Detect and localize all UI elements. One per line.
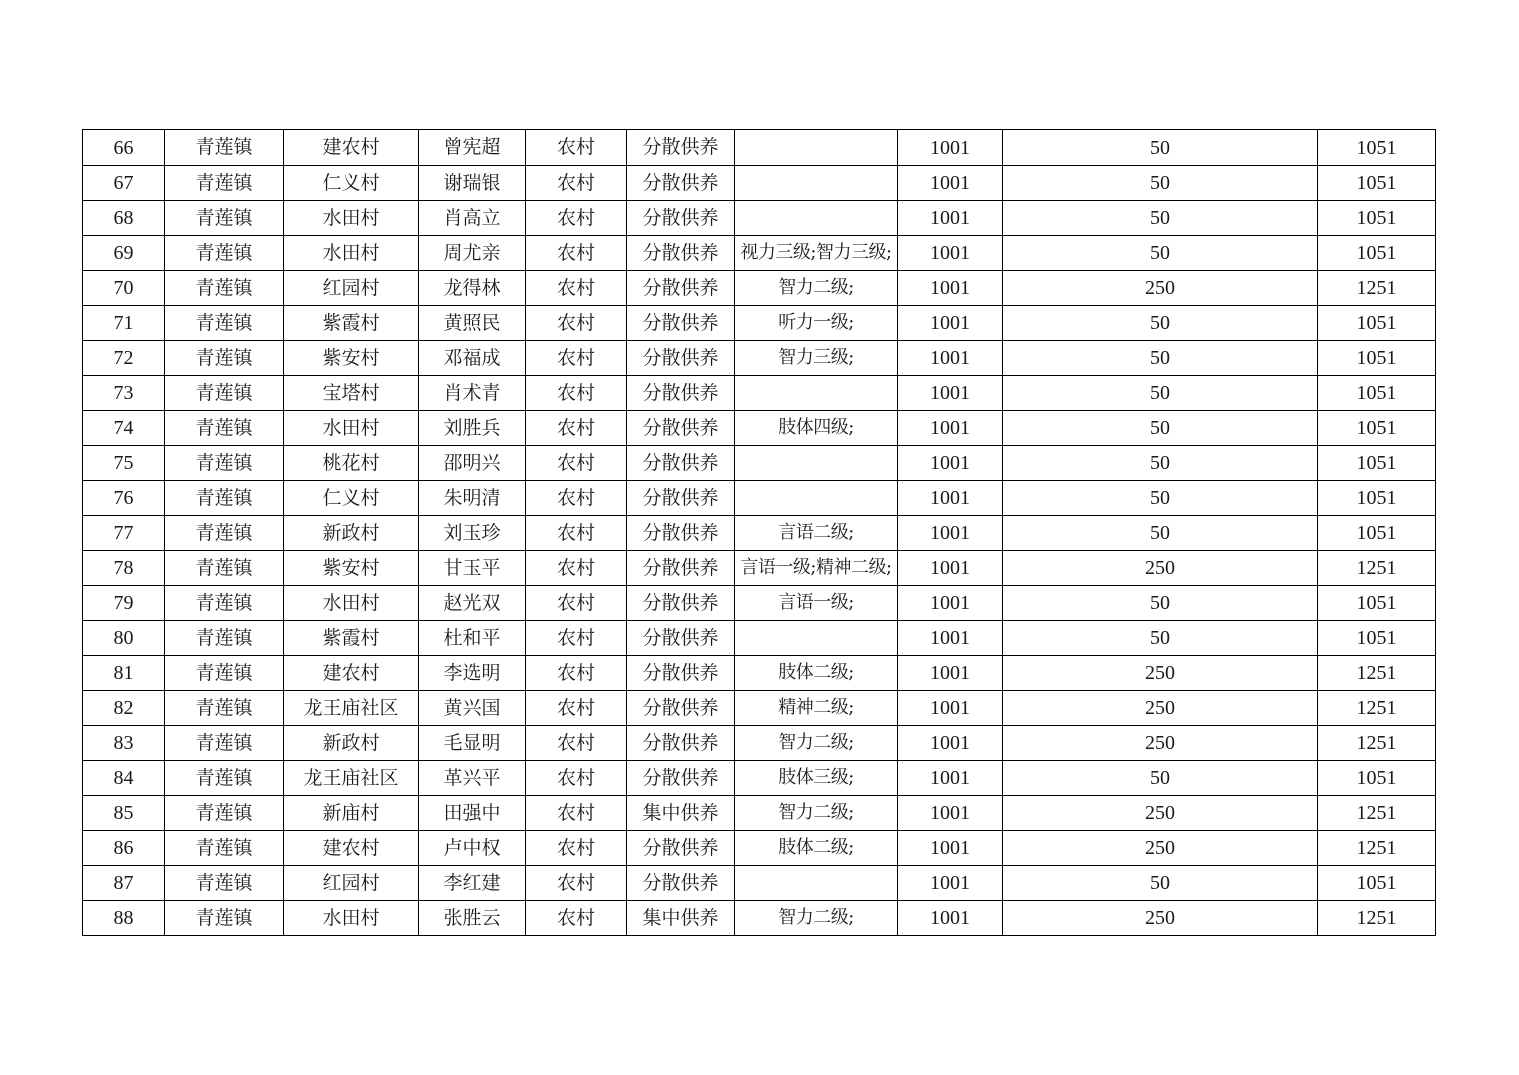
person-name-cell: 肖术青: [419, 376, 526, 411]
village-cell: 桃花村: [284, 446, 419, 481]
village-cell: 水田村: [284, 236, 419, 271]
town-cell: 青莲镇: [165, 866, 284, 901]
table-row: [83, 306, 1436, 341]
town-cell: 青莲镇: [165, 586, 284, 621]
support-type-cell: 分散供养: [627, 446, 735, 481]
table-row: [83, 516, 1436, 551]
row-number-cell: 70: [83, 271, 165, 306]
total-amount-cell: 1251: [1318, 551, 1436, 586]
disability-cell: [735, 621, 898, 656]
residence-type-cell: 农村: [526, 271, 627, 306]
row-number-cell: 67: [83, 166, 165, 201]
village-cell: 紫安村: [284, 551, 419, 586]
residence-type-cell: 农村: [526, 691, 627, 726]
base-amount-cell: 1001: [898, 130, 1003, 166]
total-amount-cell: 1051: [1318, 866, 1436, 901]
disability-cell: 智力二级;: [735, 271, 898, 306]
residence-type-cell: 农村: [526, 866, 627, 901]
disability-cell: 肢体二级;: [735, 831, 898, 866]
person-name-cell: 赵光双: [419, 586, 526, 621]
village-cell: 龙王庙社区: [284, 761, 419, 796]
person-name-cell: 黄照民: [419, 306, 526, 341]
row-number-cell: 73: [83, 376, 165, 411]
person-name-cell: 李红建: [419, 866, 526, 901]
subsidy-amount-cell: 50: [1003, 761, 1318, 796]
village-cell: 红园村: [284, 271, 419, 306]
village-cell: 建农村: [284, 130, 419, 166]
disability-cell: [735, 376, 898, 411]
total-amount-cell: 1251: [1318, 271, 1436, 306]
town-cell: 青莲镇: [165, 691, 284, 726]
base-amount-cell: 1001: [898, 306, 1003, 341]
table-row: [83, 481, 1436, 516]
table-row: [83, 656, 1436, 691]
subsidy-amount-cell: 250: [1003, 796, 1318, 831]
table-body: [83, 130, 1436, 936]
village-cell: 红园村: [284, 866, 419, 901]
subsidy-amount-cell: 250: [1003, 901, 1318, 936]
disability-cell: 言语一级;精神二级;: [735, 551, 898, 586]
disability-cell: 视力三级;智力三级;: [735, 236, 898, 271]
disability-cell: 听力一级;: [735, 306, 898, 341]
subsidy-amount-cell: 50: [1003, 201, 1318, 236]
total-amount-cell: 1051: [1318, 411, 1436, 446]
person-name-cell: 李选明: [419, 656, 526, 691]
person-name-cell: 黄兴国: [419, 691, 526, 726]
table-row: [83, 271, 1436, 306]
data-sheet: [82, 129, 1435, 936]
total-amount-cell: 1051: [1318, 306, 1436, 341]
row-number-cell: 78: [83, 551, 165, 586]
support-type-cell: 分散供养: [627, 130, 735, 166]
disability-cell: [735, 866, 898, 901]
row-number-cell: 68: [83, 201, 165, 236]
disability-cell: 肢体四级;: [735, 411, 898, 446]
total-amount-cell: 1051: [1318, 761, 1436, 796]
residence-type-cell: 农村: [526, 796, 627, 831]
support-type-cell: 集中供养: [627, 796, 735, 831]
total-amount-cell: 1251: [1318, 901, 1436, 936]
row-number-cell: 76: [83, 481, 165, 516]
residence-type-cell: 农村: [526, 446, 627, 481]
base-amount-cell: 1001: [898, 656, 1003, 691]
subsidy-amount-cell: 50: [1003, 376, 1318, 411]
base-amount-cell: 1001: [898, 831, 1003, 866]
town-cell: 青莲镇: [165, 446, 284, 481]
total-amount-cell: 1251: [1318, 796, 1436, 831]
base-amount-cell: 1001: [898, 166, 1003, 201]
town-cell: 青莲镇: [165, 271, 284, 306]
village-cell: 新庙村: [284, 796, 419, 831]
base-amount-cell: 1001: [898, 201, 1003, 236]
disability-cell: [735, 481, 898, 516]
town-cell: 青莲镇: [165, 130, 284, 166]
base-amount-cell: 1001: [898, 411, 1003, 446]
row-number-cell: 71: [83, 306, 165, 341]
support-type-cell: 分散供养: [627, 866, 735, 901]
disability-cell: 肢体三级;: [735, 761, 898, 796]
residence-type-cell: 农村: [526, 376, 627, 411]
disability-cell: [735, 130, 898, 166]
village-cell: 仁义村: [284, 166, 419, 201]
table-row: [83, 901, 1436, 936]
base-amount-cell: 1001: [898, 586, 1003, 621]
residence-type-cell: 农村: [526, 236, 627, 271]
base-amount-cell: 1001: [898, 236, 1003, 271]
village-cell: 水田村: [284, 411, 419, 446]
village-cell: 建农村: [284, 656, 419, 691]
disability-cell: 肢体二级;: [735, 656, 898, 691]
town-cell: 青莲镇: [165, 201, 284, 236]
town-cell: 青莲镇: [165, 796, 284, 831]
table-row: [83, 691, 1436, 726]
disability-cell: 智力二级;: [735, 726, 898, 761]
subsidy-amount-cell: 250: [1003, 656, 1318, 691]
total-amount-cell: 1051: [1318, 446, 1436, 481]
base-amount-cell: 1001: [898, 691, 1003, 726]
table-row: [83, 130, 1436, 166]
total-amount-cell: 1051: [1318, 621, 1436, 656]
residence-type-cell: 农村: [526, 656, 627, 691]
total-amount-cell: 1251: [1318, 831, 1436, 866]
town-cell: 青莲镇: [165, 516, 284, 551]
base-amount-cell: 1001: [898, 516, 1003, 551]
town-cell: 青莲镇: [165, 376, 284, 411]
total-amount-cell: 1051: [1318, 201, 1436, 236]
subsidy-amount-cell: 250: [1003, 726, 1318, 761]
total-amount-cell: 1251: [1318, 656, 1436, 691]
subsidy-amount-cell: 50: [1003, 341, 1318, 376]
base-amount-cell: 1001: [898, 446, 1003, 481]
base-amount-cell: 1001: [898, 761, 1003, 796]
table-row: [83, 376, 1436, 411]
residence-type-cell: 农村: [526, 551, 627, 586]
town-cell: 青莲镇: [165, 481, 284, 516]
subsidy-amount-cell: 50: [1003, 411, 1318, 446]
support-type-cell: 分散供养: [627, 166, 735, 201]
person-name-cell: 卢中权: [419, 831, 526, 866]
support-type-cell: 分散供养: [627, 831, 735, 866]
total-amount-cell: 1051: [1318, 341, 1436, 376]
total-amount-cell: 1051: [1318, 166, 1436, 201]
records-table: [82, 129, 1436, 936]
table-row: [83, 411, 1436, 446]
town-cell: 青莲镇: [165, 726, 284, 761]
village-cell: 紫安村: [284, 341, 419, 376]
total-amount-cell: 1051: [1318, 481, 1436, 516]
row-number-cell: 69: [83, 236, 165, 271]
row-number-cell: 80: [83, 621, 165, 656]
base-amount-cell: 1001: [898, 551, 1003, 586]
row-number-cell: 86: [83, 831, 165, 866]
row-number-cell: 79: [83, 586, 165, 621]
disability-cell: 言语一级;: [735, 586, 898, 621]
village-cell: 新政村: [284, 726, 419, 761]
residence-type-cell: 农村: [526, 516, 627, 551]
support-type-cell: 分散供养: [627, 376, 735, 411]
support-type-cell: 集中供养: [627, 901, 735, 936]
subsidy-amount-cell: 50: [1003, 621, 1318, 656]
base-amount-cell: 1001: [898, 621, 1003, 656]
person-name-cell: 刘胜兵: [419, 411, 526, 446]
table-row: [83, 726, 1436, 761]
support-type-cell: 分散供养: [627, 236, 735, 271]
subsidy-amount-cell: 50: [1003, 586, 1318, 621]
person-name-cell: 刘玉珍: [419, 516, 526, 551]
town-cell: 青莲镇: [165, 306, 284, 341]
subsidy-amount-cell: 50: [1003, 516, 1318, 551]
total-amount-cell: 1051: [1318, 586, 1436, 621]
person-name-cell: 革兴平: [419, 761, 526, 796]
total-amount-cell: 1051: [1318, 130, 1436, 166]
table-row: [83, 761, 1436, 796]
total-amount-cell: 1051: [1318, 516, 1436, 551]
village-cell: 紫霞村: [284, 621, 419, 656]
person-name-cell: 邵明兴: [419, 446, 526, 481]
total-amount-cell: 1051: [1318, 236, 1436, 271]
person-name-cell: 邓福成: [419, 341, 526, 376]
base-amount-cell: 1001: [898, 271, 1003, 306]
residence-type-cell: 农村: [526, 306, 627, 341]
table-row: [83, 201, 1436, 236]
support-type-cell: 分散供养: [627, 481, 735, 516]
disability-cell: [735, 446, 898, 481]
subsidy-amount-cell: 250: [1003, 551, 1318, 586]
support-type-cell: 分散供养: [627, 691, 735, 726]
table-row: [83, 236, 1436, 271]
town-cell: 青莲镇: [165, 551, 284, 586]
base-amount-cell: 1001: [898, 796, 1003, 831]
person-name-cell: 谢瑞银: [419, 166, 526, 201]
disability-cell: [735, 166, 898, 201]
row-number-cell: 81: [83, 656, 165, 691]
base-amount-cell: 1001: [898, 376, 1003, 411]
support-type-cell: 分散供养: [627, 516, 735, 551]
residence-type-cell: 农村: [526, 586, 627, 621]
town-cell: 青莲镇: [165, 621, 284, 656]
person-name-cell: 周尤亲: [419, 236, 526, 271]
support-type-cell: 分散供养: [627, 656, 735, 691]
disability-cell: [735, 201, 898, 236]
person-name-cell: 曾宪超: [419, 130, 526, 166]
table-row: [83, 621, 1436, 656]
row-number-cell: 85: [83, 796, 165, 831]
table-row: [83, 166, 1436, 201]
row-number-cell: 83: [83, 726, 165, 761]
table-row: [83, 796, 1436, 831]
residence-type-cell: 农村: [526, 761, 627, 796]
row-number-cell: 87: [83, 866, 165, 901]
disability-cell: 精神二级;: [735, 691, 898, 726]
support-type-cell: 分散供养: [627, 271, 735, 306]
person-name-cell: 毛显明: [419, 726, 526, 761]
town-cell: 青莲镇: [165, 656, 284, 691]
residence-type-cell: 农村: [526, 481, 627, 516]
town-cell: 青莲镇: [165, 341, 284, 376]
town-cell: 青莲镇: [165, 901, 284, 936]
support-type-cell: 分散供养: [627, 621, 735, 656]
table-row: [83, 866, 1436, 901]
subsidy-amount-cell: 50: [1003, 166, 1318, 201]
town-cell: 青莲镇: [165, 236, 284, 271]
support-type-cell: 分散供养: [627, 761, 735, 796]
support-type-cell: 分散供养: [627, 586, 735, 621]
residence-type-cell: 农村: [526, 726, 627, 761]
village-cell: 建农村: [284, 831, 419, 866]
base-amount-cell: 1001: [898, 481, 1003, 516]
subsidy-amount-cell: 250: [1003, 271, 1318, 306]
person-name-cell: 杜和平: [419, 621, 526, 656]
subsidy-amount-cell: 50: [1003, 481, 1318, 516]
residence-type-cell: 农村: [526, 166, 627, 201]
village-cell: 水田村: [284, 901, 419, 936]
residence-type-cell: 农村: [526, 201, 627, 236]
village-cell: 龙王庙社区: [284, 691, 419, 726]
total-amount-cell: 1251: [1318, 691, 1436, 726]
total-amount-cell: 1251: [1318, 726, 1436, 761]
subsidy-amount-cell: 250: [1003, 691, 1318, 726]
person-name-cell: 肖高立: [419, 201, 526, 236]
subsidy-amount-cell: 50: [1003, 866, 1318, 901]
residence-type-cell: 农村: [526, 621, 627, 656]
row-number-cell: 66: [83, 130, 165, 166]
base-amount-cell: 1001: [898, 866, 1003, 901]
person-name-cell: 田强中: [419, 796, 526, 831]
base-amount-cell: 1001: [898, 726, 1003, 761]
subsidy-amount-cell: 50: [1003, 236, 1318, 271]
village-cell: 水田村: [284, 201, 419, 236]
residence-type-cell: 农村: [526, 901, 627, 936]
base-amount-cell: 1001: [898, 341, 1003, 376]
subsidy-amount-cell: 50: [1003, 130, 1318, 166]
residence-type-cell: 农村: [526, 130, 627, 166]
residence-type-cell: 农村: [526, 411, 627, 446]
table-row: [83, 551, 1436, 586]
subsidy-amount-cell: 250: [1003, 831, 1318, 866]
person-name-cell: 张胜云: [419, 901, 526, 936]
support-type-cell: 分散供养: [627, 201, 735, 236]
base-amount-cell: 1001: [898, 901, 1003, 936]
row-number-cell: 75: [83, 446, 165, 481]
subsidy-amount-cell: 50: [1003, 306, 1318, 341]
table-row: [83, 586, 1436, 621]
row-number-cell: 88: [83, 901, 165, 936]
town-cell: 青莲镇: [165, 166, 284, 201]
row-number-cell: 84: [83, 761, 165, 796]
village-cell: 紫霞村: [284, 306, 419, 341]
town-cell: 青莲镇: [165, 411, 284, 446]
residence-type-cell: 农村: [526, 831, 627, 866]
disability-cell: 智力二级;: [735, 796, 898, 831]
table-row: [83, 446, 1436, 481]
disability-cell: 言语二级;: [735, 516, 898, 551]
residence-type-cell: 农村: [526, 341, 627, 376]
person-name-cell: 朱明清: [419, 481, 526, 516]
village-cell: 宝塔村: [284, 376, 419, 411]
support-type-cell: 分散供养: [627, 411, 735, 446]
village-cell: 仁义村: [284, 481, 419, 516]
disability-cell: 智力二级;: [735, 901, 898, 936]
table-row: [83, 831, 1436, 866]
row-number-cell: 82: [83, 691, 165, 726]
total-amount-cell: 1051: [1318, 376, 1436, 411]
support-type-cell: 分散供养: [627, 726, 735, 761]
support-type-cell: 分散供养: [627, 341, 735, 376]
table-row: [83, 341, 1436, 376]
row-number-cell: 72: [83, 341, 165, 376]
support-type-cell: 分散供养: [627, 551, 735, 586]
row-number-cell: 77: [83, 516, 165, 551]
subsidy-amount-cell: 50: [1003, 446, 1318, 481]
row-number-cell: 74: [83, 411, 165, 446]
support-type-cell: 分散供养: [627, 306, 735, 341]
town-cell: 青莲镇: [165, 831, 284, 866]
person-name-cell: 龙得林: [419, 271, 526, 306]
disability-cell: 智力三级;: [735, 341, 898, 376]
village-cell: 新政村: [284, 516, 419, 551]
person-name-cell: 甘玉平: [419, 551, 526, 586]
town-cell: 青莲镇: [165, 761, 284, 796]
village-cell: 水田村: [284, 586, 419, 621]
